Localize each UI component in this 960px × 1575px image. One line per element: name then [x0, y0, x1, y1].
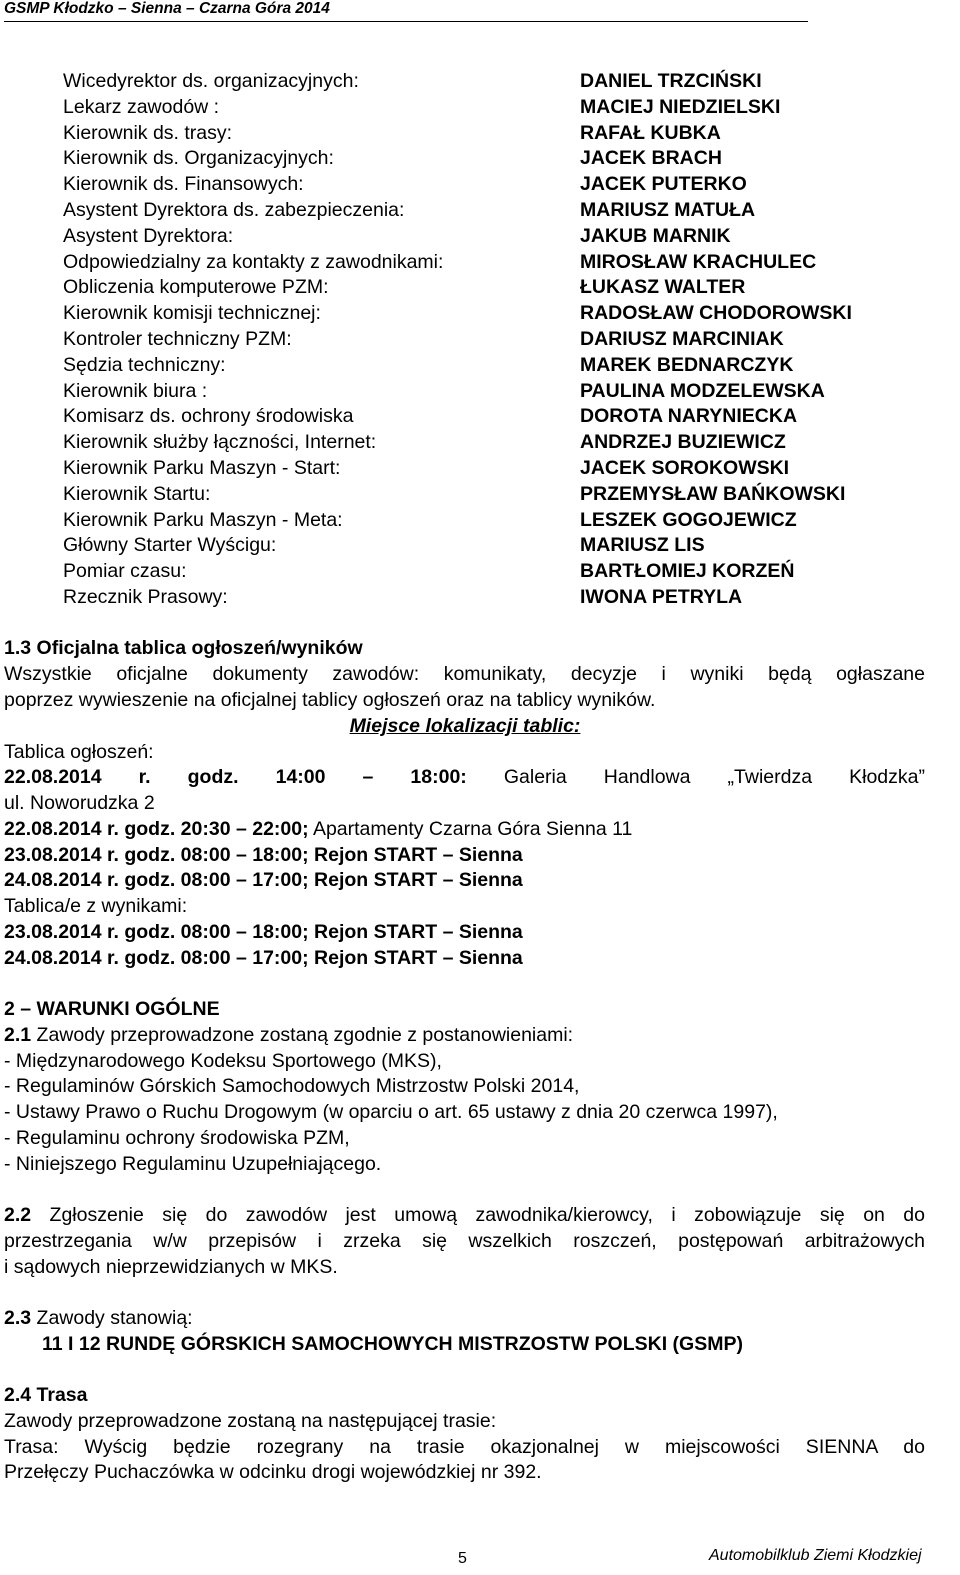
staff-name: JAKUB MARNIK: [580, 224, 731, 247]
staff-row: [63, 327, 933, 353]
staff-list: [63, 69, 933, 611]
staff-name: MACIEJ NIEDZIELSKI: [580, 95, 781, 118]
staff-role: Kierownik Parku Maszyn - Start:: [63, 456, 341, 479]
staff-row: [63, 430, 933, 456]
staff-role: Kierownik biura :: [63, 379, 208, 402]
staff-name: MARIUSZ MATUŁA: [580, 198, 756, 221]
staff-name: RADOSŁAW CHODOROWSKI: [580, 302, 852, 325]
p21: 2.1 Zawody przeprowadzone zostaną zgodnie z postanowieniami:: [4, 1024, 574, 1046]
staff-role: Kierownik ds. Finansowych:: [63, 173, 304, 196]
p22-line2: przestrzegania w/w przepisów i zrzeka się wszelkich roszczeń, postępowań arbitrażowych: [4, 1230, 925, 1252]
staff-row: [63, 533, 933, 559]
staff-role: Rzecznik Prasowy:: [63, 585, 228, 608]
staff-name: DANIEL TRZCIŃSKI: [580, 70, 762, 92]
board-label: Tablica ogłoszeń:: [4, 741, 154, 763]
p24-line2: Trasa: Wyścig będzie rozegrany na trasie okazjonalnej w miejscowości SIENNA do: [4, 1436, 925, 1458]
staff-role: Kierownik komisji technicznej:: [63, 302, 321, 325]
staff-name: IWONA PETRYLA: [580, 585, 743, 608]
board-entry-2: 22.08.2014 r. godz. 20:30 – 22:00; Apartamenty Czarna Góra Sienna 11: [4, 818, 633, 840]
s13-para-line2: poprzez wywieszenie na oficjalnej tablicy ogłoszeń oraz na tablicy wyników.: [4, 689, 656, 711]
staff-row: [63, 482, 933, 508]
staff-row: [63, 404, 933, 430]
staff-name: JACEK PUTERKO: [580, 173, 747, 196]
staff-name: MAREK BEDNARCZYK: [580, 353, 794, 376]
staff-row: [63, 121, 933, 147]
results-label: Tablica/e z wynikami:: [4, 895, 188, 917]
staff-role: Kontroler techniczny PZM:: [63, 327, 292, 350]
staff-name: MIROSŁAW KRACHULEC: [580, 250, 817, 273]
staff-row: [63, 250, 933, 276]
staff-row: [63, 198, 933, 224]
staff-row: [63, 353, 933, 379]
p23-bold: 11 I 12 RUNDĘ GÓRSKICH SAMOCHOWYCH MISTRZOSTW POLSKI (GSMP): [42, 1333, 743, 1355]
staff-role: Asystent Dyrektora ds. zabezpieczenia:: [63, 198, 405, 221]
staff-row: [63, 585, 933, 611]
staff-name: PRZEMYSŁAW BAŃKOWSKI: [580, 482, 846, 505]
staff-row: [63, 301, 933, 327]
staff-role: Wicedyrektor ds. organizacyjnych:: [63, 70, 359, 92]
board-entry-1: 22.08.2014 r. godz. 14:00 – 18:00: Galeria Handlowa „Twierdza Kłodzka”: [4, 766, 925, 788]
staff-name: BARTŁOMIEJ KORZEŃ: [580, 560, 795, 583]
staff-row: [63, 224, 933, 250]
staff-name: RAFAŁ KUBKA: [580, 121, 721, 144]
staff-name: PAULINA MODZELEWSKA: [580, 379, 825, 402]
staff-role: Pomiar czasu:: [63, 560, 187, 583]
p24-line1: Zawody przeprowadzone zostaną na następującej trasie:: [4, 1410, 497, 1432]
board-entry-1-cont: ul. Noworudzka 2: [4, 792, 155, 814]
staff-role: Komisarz ds. ochrony środowiska: [63, 405, 354, 428]
staff-role: Kierownik ds. Organizacyjnych:: [63, 147, 334, 170]
list-item: - Niniejszego Regulaminu Uzupełniającego.: [4, 1153, 382, 1175]
staff-role: Kierownik Parku Maszyn - Meta:: [63, 508, 343, 531]
staff-name: DOROTA NARYNIECKA: [580, 405, 798, 428]
staff-role: Lekarz zawodów :: [63, 95, 220, 118]
staff-row: [63, 508, 933, 534]
staff-row: [63, 456, 933, 482]
header-title: GSMP Kłodzko – Sienna – Czarna Góra 2014: [4, 0, 330, 17]
staff-row: [63, 559, 933, 585]
header-rule: [4, 21, 808, 22]
staff-role: Asystent Dyrektora:: [63, 224, 234, 247]
staff-role: Odpowiedzialny za kontakty z zawodnikami:: [63, 250, 444, 273]
section-2-heading: 2 – WARUNKI OGÓLNE: [4, 998, 220, 1020]
staff-row: [63, 379, 933, 405]
section-1-3-heading: 1.3 Oficjalna tablica ogłoszeń/wyników: [4, 637, 363, 659]
staff-role: Sędzia techniczny:: [63, 353, 226, 376]
staff-name: LESZEK GOGOJEWICZ: [580, 508, 797, 531]
staff-row: [63, 95, 933, 121]
staff-row: [63, 146, 933, 172]
p22-line3: i sądowych nieprzewidzianych w MKS.: [4, 1256, 338, 1278]
staff-role: Kierownik ds. trasy:: [63, 121, 233, 144]
staff-role: Główny Starter Wyścigu:: [63, 534, 277, 557]
staff-name: ANDRZEJ BUZIEWICZ: [580, 431, 786, 454]
staff-role: Kierownik Startu:: [63, 482, 211, 505]
staff-row: [63, 275, 933, 301]
staff-name: MARIUSZ LIS: [580, 534, 705, 557]
page-number: 5: [458, 1550, 467, 1567]
p23: 2.3 Zawody stanowią:: [4, 1307, 193, 1329]
p22-line1: 2.2 Zgłoszenie się do zawodów jest umową zawodnika/kierowcy, i zobowiązuje się on do: [4, 1204, 925, 1226]
board-entry-4: 24.08.2014 r. godz. 08:00 – 17:00; Rejon START – Sienna: [4, 869, 523, 891]
list-item: - Regulaminu ochrony środowiska PZM,: [4, 1127, 350, 1149]
staff-role: Kierownik służby łączności, Internet:: [63, 431, 377, 454]
results-entry-2: 24.08.2014 r. godz. 08:00 – 17:00; Rejon START – Sienna: [4, 947, 523, 969]
p24-line3: Przełęczy Puchaczówka w odcinku drogi wojewódzkiej nr 392.: [4, 1461, 542, 1483]
list-item: - Międzynarodowego Kodeksu Sportowego (MKS),: [4, 1050, 442, 1072]
results-entry-1: 23.08.2014 r. godz. 08:00 – 18:00; Rejon START – Sienna: [4, 921, 523, 943]
staff-name: JACEK BRACH: [580, 147, 722, 170]
staff-row: [63, 172, 933, 198]
staff-name: JACEK SOROKOWSKI: [580, 456, 790, 479]
staff-name: DARIUSZ MARCINIAK: [580, 327, 784, 350]
board-entry-3: 23.08.2014 r. godz. 08:00 – 18:00; Rejon START – Sienna: [4, 844, 523, 866]
list-item: - Ustawy Prawo o Ruchu Drogowym (w oparciu o art. 65 ustawy z dnia 20 czerwca 1997),: [4, 1101, 778, 1123]
list-item: - Regulaminów Górskich Samochodowych Mistrzostw Polski 2014,: [4, 1075, 580, 1097]
s13-para-line1: Wszystkie oficjalne dokumenty zawodów: komunikaty, decyzje i wyniki będą ogłaszane: [4, 663, 925, 685]
staff-name: ŁUKASZ WALTER: [580, 276, 746, 299]
footer-org: Automobilklub Ziemi Kłodzkiej: [709, 1547, 922, 1564]
p24-heading: 2.4 Trasa: [4, 1384, 88, 1406]
location-title: Miejsce lokalizacji tablic:: [349, 715, 581, 737]
staff-role: Obliczenia komputerowe PZM:: [63, 276, 329, 299]
staff-row: [63, 69, 933, 95]
